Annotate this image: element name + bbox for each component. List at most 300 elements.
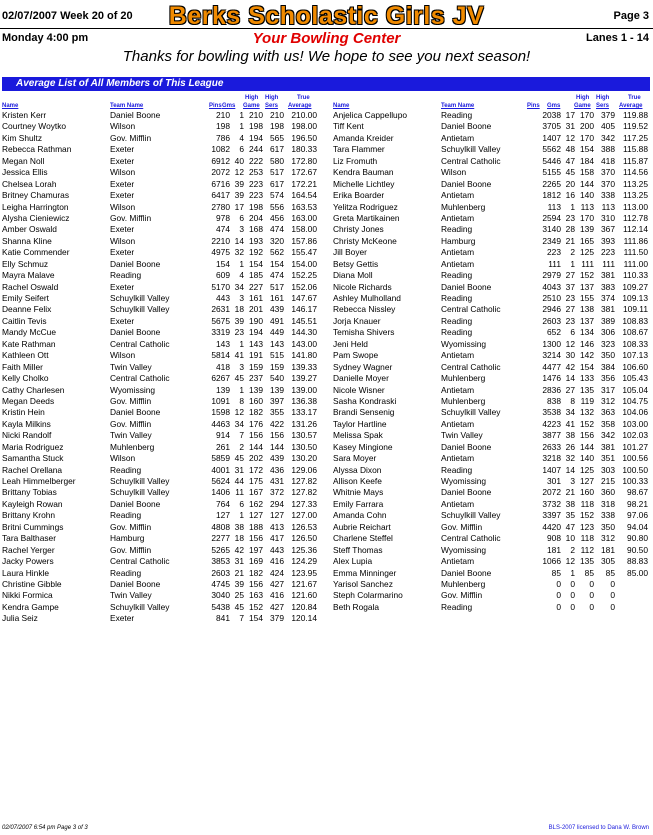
true-average: 90.80: [627, 533, 648, 544]
high-game: 165: [580, 235, 594, 246]
col-header-high-game: Game: [574, 103, 591, 109]
true-average: 121.67: [291, 578, 317, 589]
high-series: 517: [270, 281, 284, 292]
games: 14: [565, 373, 575, 384]
bowler-name: Amber Oswald: [2, 224, 57, 235]
team-name: Daniel Boone: [110, 498, 161, 509]
bowler-name: Elly Schmuz: [2, 258, 49, 269]
games: 32: [234, 247, 244, 258]
high-series: 223: [601, 247, 615, 258]
col-header-name: Name: [2, 103, 19, 109]
high-game: 237: [249, 373, 263, 384]
col-header-avg: Average: [619, 103, 643, 109]
table-row: [333, 430, 649, 441]
bowler-name: Temisha Shivers: [333, 327, 395, 338]
true-average: 180.33: [291, 144, 317, 155]
high-series: 318: [601, 498, 615, 509]
team-name: Wyomissing: [441, 338, 487, 349]
high-game: 0: [589, 590, 594, 601]
team-name: Central Catholic: [441, 304, 501, 315]
true-average: 152.06: [291, 281, 317, 292]
column-headers-right: [333, 93, 649, 110]
high-game: 190: [249, 315, 263, 326]
total-pins: 1476: [542, 373, 561, 384]
high-game: 123: [580, 521, 594, 532]
table-row: [2, 385, 318, 396]
total-pins: 841: [216, 613, 230, 624]
total-pins: 198: [216, 121, 230, 132]
true-average: 109.13: [622, 293, 648, 303]
true-average: 146.17: [291, 304, 317, 315]
total-pins: 181: [547, 544, 561, 555]
bowler-name: Britni Cummings: [2, 521, 64, 532]
bowler-name: Jacky Powers: [2, 556, 54, 567]
report-date-week: 02/07/2007 Week 20 of 20: [2, 10, 133, 22]
true-average: 139.00: [291, 384, 317, 395]
total-pins: 3214: [542, 350, 561, 361]
high-game: 162: [249, 498, 263, 509]
high-series: 215: [601, 476, 615, 486]
col-header-team: Team Name: [441, 103, 475, 109]
games: 14: [565, 464, 575, 475]
games: 6: [239, 212, 244, 223]
league-title: Berks Scholastic Girls JV: [168, 2, 485, 30]
bowler-name: Jessica Ellis: [2, 167, 48, 178]
table-row: [333, 522, 649, 533]
total-pins: 2836: [542, 384, 561, 395]
high-series: 474: [270, 270, 284, 281]
team-name: Antietam: [441, 350, 475, 361]
high-series: 350: [601, 350, 615, 361]
high-game: 223: [249, 190, 263, 201]
team-name: Reading: [441, 110, 473, 120]
high-game: 111: [581, 258, 594, 269]
table-row: [2, 442, 318, 453]
true-average: [615, 579, 648, 590]
bowler-name: Kathleen Ott: [2, 350, 49, 361]
total-pins: 111: [548, 258, 561, 269]
total-pins: 3853: [211, 556, 230, 567]
high-game: 194: [249, 132, 263, 143]
true-average: 139.27: [291, 373, 317, 384]
games: 1: [239, 110, 244, 120]
bowler-name: Kim Shultz: [2, 132, 43, 143]
total-pins: 2594: [542, 212, 561, 223]
true-average: 113.00: [623, 201, 648, 212]
games: 39: [234, 178, 244, 189]
bowler-name: Yelitza Rodriguez: [333, 201, 398, 212]
bowler-name: Allison Keefe: [333, 476, 382, 486]
team-name: Muhlenberg: [110, 441, 155, 452]
table-row: [2, 247, 318, 258]
col-header-avg-top: True: [628, 95, 641, 101]
team-name: Schuylkill Valley: [110, 304, 170, 315]
team-name: Antietam: [441, 247, 475, 258]
true-average: 101.27: [622, 441, 648, 452]
high-game: 135: [580, 556, 594, 567]
high-series: 0: [610, 578, 615, 589]
high-series: 439: [270, 304, 284, 315]
team-name: Wilson: [110, 167, 136, 178]
col-header-high-sers: Sers: [265, 103, 279, 109]
high-game: 113: [580, 201, 594, 212]
bowler-name: Caitlin Tevis: [2, 315, 47, 326]
bowler-name: Pam Swope: [333, 350, 379, 361]
high-series: 397: [270, 395, 284, 406]
high-series: 356: [601, 373, 615, 384]
team-name: Gov. Mifflin: [110, 544, 152, 555]
games: 31: [565, 121, 575, 132]
bowler-name: Faith Miller: [2, 361, 43, 372]
true-average: 154.00: [291, 258, 317, 269]
true-average: 163.00: [291, 212, 317, 223]
true-average: 210.00: [291, 110, 317, 120]
high-series: 310: [601, 212, 615, 223]
table-row: [333, 556, 649, 567]
bowler-name: Danielle Moyer: [333, 373, 389, 384]
col-header-pins: Pins: [209, 103, 222, 109]
total-pins: 2277: [211, 533, 230, 544]
col-header-avg-top: True: [297, 95, 310, 101]
total-pins: 3705: [542, 121, 561, 132]
total-pins: 6417: [211, 190, 230, 201]
total-pins: 143: [216, 338, 230, 349]
bowler-name: Nicole Wisner: [333, 384, 385, 395]
total-pins: 838: [547, 395, 561, 406]
team-name: Daniel Boone: [441, 281, 492, 292]
table-row: [333, 121, 649, 132]
team-name: Gov. Mifflin: [110, 521, 152, 532]
high-game: 152: [580, 270, 594, 281]
high-game: 185: [249, 270, 263, 281]
bowler-name: Steff Thomas: [333, 544, 383, 555]
games: 12: [234, 407, 244, 418]
total-pins: 5446: [542, 155, 561, 166]
total-pins: 127: [216, 510, 230, 521]
total-pins: 261: [216, 441, 230, 452]
true-average: 127.33: [291, 498, 317, 509]
high-series: 139: [270, 384, 284, 395]
team-name: Reading: [110, 464, 142, 475]
table-row: [333, 270, 649, 281]
high-game: 154: [249, 258, 263, 269]
high-game: 144: [580, 441, 594, 452]
true-average: 114.56: [623, 167, 648, 178]
bowler-name: Tiff Kent: [333, 121, 364, 132]
team-name: Antietam: [441, 212, 475, 223]
license-note: BLS-2007 licensed to Dana W. Brown: [548, 825, 649, 831]
high-game: 133: [580, 373, 594, 384]
high-series: 439: [270, 453, 284, 464]
true-average: 125.36: [291, 544, 317, 555]
high-game: 138: [580, 304, 594, 315]
high-game: 169: [249, 556, 263, 567]
games: 34: [234, 418, 244, 429]
table-row: [333, 259, 649, 270]
bowler-name: Brandi Sensenig: [333, 407, 395, 418]
team-name: Gov. Mifflin: [110, 212, 152, 223]
bowler-name: Deanne Felix: [2, 304, 52, 315]
total-pins: 5265: [211, 544, 230, 555]
true-average: 115.88: [623, 144, 648, 155]
team-name: Daniel Boone: [441, 441, 492, 452]
total-pins: 113: [547, 201, 561, 212]
games: 21: [565, 487, 575, 498]
high-game: 161: [249, 293, 263, 303]
table-row: [333, 247, 649, 258]
team-name: Daniel Boone: [110, 110, 161, 120]
high-game: 144: [249, 441, 263, 452]
games: 8: [570, 395, 575, 406]
table-row: [2, 293, 318, 304]
high-series: 363: [601, 407, 615, 418]
bowler-name: Emma Minninger: [333, 567, 397, 578]
high-series: 388: [601, 144, 615, 155]
games: 10: [565, 533, 575, 544]
high-game: 160: [249, 395, 263, 406]
bowler-name: Betsy Gettis: [333, 258, 379, 269]
team-name: Exeter: [110, 281, 135, 292]
high-series: 580: [270, 155, 284, 166]
total-pins: 2038: [542, 110, 561, 120]
section-title-bar: Average List of All Members of This League: [2, 77, 650, 91]
team-name: Reading: [441, 327, 473, 338]
high-series: 436: [270, 464, 284, 475]
bowler-name: Kendra Gampe: [2, 601, 59, 612]
true-average: 133.17: [291, 407, 317, 418]
high-series: 198: [270, 121, 284, 132]
high-game: 175: [249, 476, 263, 486]
true-average: 113.25: [623, 190, 648, 201]
col-header-gms: Gms: [547, 103, 561, 109]
col-header-high-game-top: High: [576, 95, 590, 101]
high-game: 158: [580, 167, 594, 178]
high-series: 413: [270, 521, 284, 532]
table-row: [333, 373, 649, 384]
bowler-name: Mandy McCue: [2, 327, 56, 338]
high-game: 118: [580, 533, 594, 544]
table-row: [333, 213, 649, 224]
table-row: [2, 407, 318, 418]
col-header-pins: Pins: [527, 103, 540, 109]
high-series: 320: [270, 235, 284, 246]
high-series: 156: [270, 430, 284, 441]
col-header-high-sers-top: High: [265, 95, 279, 101]
bowler-name: Sydney Wagner: [333, 361, 393, 372]
bowler-name: Rachel Oswald: [2, 281, 59, 292]
total-pins: 2633: [542, 441, 561, 452]
games: 16: [565, 190, 575, 201]
total-pins: 3877: [542, 430, 561, 441]
games: 11: [235, 487, 244, 498]
bowler-name: Christine Gibble: [2, 578, 62, 589]
team-name: Schuylkill Valley: [441, 407, 501, 418]
high-series: 456: [270, 212, 284, 223]
true-average: 123.95: [291, 567, 317, 578]
true-average: 196.50: [291, 132, 317, 143]
high-game: 222: [249, 155, 263, 166]
true-average: 130.50: [291, 441, 317, 452]
bowler-name: Whitnie Mays: [333, 487, 384, 498]
high-game: 137: [580, 315, 594, 326]
bowler-name: Kristen Kerr: [2, 110, 47, 120]
table-row: [2, 316, 318, 327]
table-row: [333, 316, 649, 327]
games: 6: [570, 327, 575, 338]
bowler-name: Kate Rathman: [2, 338, 56, 349]
high-series: 161: [270, 293, 284, 303]
games: 26: [565, 441, 575, 452]
true-average: [615, 602, 648, 613]
table-row: [333, 110, 649, 121]
bowler-name: Rachel Yerger: [2, 544, 55, 555]
team-name: Muhlenberg: [441, 578, 486, 589]
total-pins: 2979: [542, 270, 561, 281]
high-game: 132: [580, 407, 594, 418]
total-pins: 4043: [542, 281, 561, 292]
table-row: [2, 270, 318, 281]
high-game: 152: [249, 601, 263, 612]
games: 18: [234, 533, 244, 544]
table-row: [2, 133, 318, 144]
high-series: 574: [270, 190, 284, 201]
table-row: [2, 579, 318, 590]
team-name: Muhlenberg: [441, 395, 486, 406]
bowler-name: Leah Himmelberger: [2, 476, 76, 486]
table-row: [2, 236, 318, 247]
table-row: [2, 487, 318, 498]
high-game: 182: [249, 567, 263, 578]
table-row: [333, 304, 649, 315]
high-game: 155: [580, 293, 594, 303]
true-average: 119.88: [623, 110, 648, 120]
games: 6: [239, 144, 244, 155]
total-pins: 2210: [211, 235, 230, 246]
high-game: 139: [249, 384, 263, 395]
bowler-name: Steph Colarmarino: [333, 590, 403, 601]
team-name: Twin Valley: [110, 430, 152, 441]
total-pins: 5438: [211, 601, 230, 612]
total-pins: 223: [547, 247, 561, 258]
table-row: [333, 179, 649, 190]
total-pins: 3140: [542, 224, 561, 235]
team-name: Antietam: [441, 498, 475, 509]
team-name: Schuylkill Valley: [110, 487, 170, 498]
team-name: Exeter: [110, 190, 135, 201]
high-series: 617: [270, 178, 284, 189]
team-name: Antietam: [441, 418, 475, 429]
total-pins: 2780: [211, 201, 230, 212]
high-game: 170: [580, 132, 594, 143]
games: 32: [565, 453, 575, 464]
team-name: Gov. Mifflin: [110, 418, 152, 429]
table-row: [333, 545, 649, 556]
games: 4: [239, 270, 244, 281]
team-name: Muhlenberg: [441, 373, 486, 384]
bowling-center-name: Your Bowling Center: [252, 30, 401, 47]
high-game: 0: [589, 578, 594, 589]
table-row: [333, 510, 649, 521]
col-header-high-game-top: High: [245, 95, 259, 101]
high-game: 193: [249, 235, 263, 246]
high-game: 125: [580, 247, 594, 258]
games: 39: [234, 190, 244, 201]
games: 44: [234, 476, 244, 486]
games: 2: [570, 544, 575, 555]
table-row: [333, 533, 649, 544]
total-pins: 2265: [542, 178, 561, 189]
games: 31: [234, 556, 244, 567]
bowler-name: Liz Fromuth: [333, 155, 378, 166]
high-series: 449: [270, 327, 284, 338]
true-average: 90.50: [627, 544, 648, 555]
high-game: 198: [249, 121, 263, 132]
bowler-name: Beth Rogala: [333, 601, 380, 612]
bowler-name: Alyssa Dixon: [333, 464, 382, 475]
games: 25: [234, 590, 244, 601]
true-average: 109.27: [622, 281, 648, 292]
games: 30: [565, 350, 575, 361]
page-number: Page 3: [613, 10, 649, 22]
high-series: 431: [270, 476, 284, 486]
total-pins: 2510: [542, 293, 561, 303]
true-average: 127.00: [291, 510, 317, 521]
team-name: Twin Valley: [110, 590, 152, 601]
table-row: [333, 293, 649, 304]
true-average: 143.00: [291, 338, 317, 349]
total-pins: 2631: [211, 304, 230, 315]
games: 12: [234, 167, 244, 178]
bowler-name: Charlene Steffel: [333, 533, 393, 544]
true-average: 108.33: [622, 338, 648, 349]
table-row: [2, 556, 318, 567]
high-series: 0: [610, 601, 615, 612]
high-series: 383: [601, 281, 615, 292]
true-average: 100.50: [622, 464, 648, 475]
bowler-name: Nicki Randolf: [2, 430, 52, 441]
games: 27: [565, 270, 575, 281]
league-day-time: Monday 4:00 pm: [2, 32, 89, 44]
col-header-gms: Gms: [222, 103, 236, 109]
high-game: 134: [580, 327, 594, 338]
table-row: [333, 167, 649, 178]
high-game: 140: [580, 190, 594, 201]
table-row: [2, 590, 318, 601]
games: 1: [239, 510, 244, 521]
bowler-name: Anjelica Cappellupo: [333, 110, 408, 120]
total-pins: 5675: [211, 315, 230, 326]
table-row: [2, 167, 318, 178]
bowler-name: Kristin Hein: [2, 407, 45, 418]
total-pins: 85: [551, 567, 561, 578]
games: 3: [239, 361, 244, 372]
high-series: 312: [601, 395, 615, 406]
true-average: 103.00: [622, 418, 648, 429]
bowler-name: Kayla Milkins: [2, 418, 51, 429]
table-row: [333, 602, 649, 613]
total-pins: 3538: [542, 407, 561, 418]
bowler-name: Courtney Woytko: [2, 121, 67, 132]
high-game: 182: [249, 407, 263, 418]
high-series: 556: [270, 201, 284, 212]
table-row: [2, 613, 318, 624]
bowler-name: Diana Moll: [333, 270, 373, 281]
bowler-name: Greta Martikainen: [333, 212, 400, 223]
bowler-name: Alex Lupia: [333, 556, 373, 567]
total-pins: 652: [547, 327, 561, 338]
table-row: [333, 396, 649, 407]
games: 23: [565, 212, 575, 223]
